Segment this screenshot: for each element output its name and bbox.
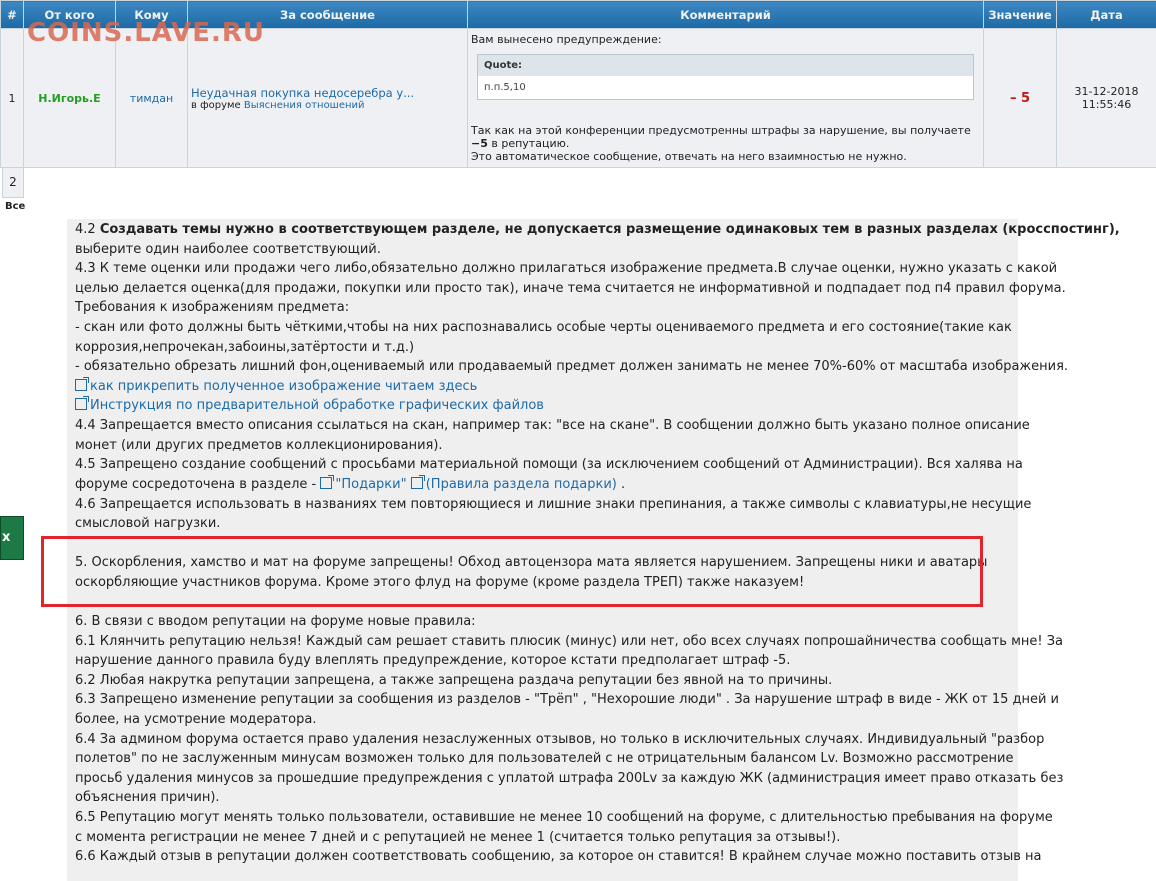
rule-line: 6.4 За админом форума остается право удаления незаслуженных отзывов, но только в исключительных случаях. Индивидуальный "разбор	[75, 732, 1045, 747]
rule-line: просьб удаления минусов за прошедшие предупреждения с уплатой штрафа 200Lv за каждую ЖК (администрация имеет право отказать без	[75, 771, 1064, 786]
external-link-icon	[75, 379, 87, 391]
rule-line: 4.2 Создавать темы нужно в соответствующем разделе, не допускается размещение одинаковых тем в разных разделах (кросспостинг),	[75, 222, 1120, 237]
excel-icon[interactable]: x	[0, 516, 24, 560]
comment-intro: Вам вынесено предупреждение:	[471, 33, 662, 46]
rule-4-2-bold: Создавать темы нужно в соответствующем разделе, не допускается размещение одинаковых тем в разных разделах (кросспостинг),	[99, 222, 1120, 237]
penalty-line-3: Это автоматическое сообщение, отвечать на него взаимностью не нужно.	[471, 150, 907, 163]
image-processing-link[interactable]: Инструкция по предварительной обработке графических файлов	[75, 396, 544, 416]
rule-line: 6.3 Запрещено изменение репутации за сообщения из разделов - "Трёп" , "Нехорошие люди" . За нарушение штраф в виде - ЖК от 15 дней и	[75, 692, 1060, 707]
to-user-link[interactable]: тимдан	[116, 29, 188, 168]
forum-prefix: в форуме	[191, 99, 241, 111]
column-header-comment[interactable]: Комментарий	[468, 1, 984, 29]
external-link-icon	[320, 477, 332, 489]
rule-line: 6.1 Клянчить репутацию нельзя! Каждый сам решает ставить плюсик (минус) или нет, обо всех случаях попрошайничества сообщать мне! За	[75, 634, 1064, 649]
rule-line: с момента регистрации не менее 7 дней и с репутацией не менее 1 (считается только репутация за отзывы!).	[75, 830, 841, 845]
rule-line: объяснения причин).	[75, 790, 220, 805]
column-header-to[interactable]: Кому	[116, 1, 188, 29]
rule-line: Требования к изображениям предмета:	[75, 300, 350, 315]
column-header-number[interactable]: #	[1, 1, 24, 29]
message-cell	[188, 29, 468, 168]
penalty-value: −5	[471, 137, 488, 150]
rule-line: - обязательно обрезать лишний фон,оцениваемый или продаваемый предмет должен занимать не менее 70%-60% от масштаба изображения.	[75, 359, 1069, 374]
rule-line: 6.6 Каждый отзыв в репутации должен соответствовать сообщению, за которое он ставится! В крайнем случае можно поставить отзыв на	[75, 849, 1042, 864]
red-highlight-box	[41, 536, 983, 607]
external-link-icon	[75, 398, 87, 410]
rule-line: целью делается оценка(для продажи, покупки или просто так), иначе тема считается не информативной и подпадает под п4 правил форума.	[75, 281, 1066, 296]
external-link-icon	[411, 477, 423, 489]
rule-line: полетов" по не заслуженным минусам возможен только для пользователей с не отрицательным балансом Lv. Возможно рассмотрение	[75, 751, 1014, 766]
column-header-value[interactable]: Значение	[984, 1, 1057, 29]
penalty-line-2: в репутацию.	[491, 137, 570, 150]
rule-line: 6.5 Репутацию могут менять только пользователи, оставившие не менее 10 сообщений на форуме, с длительностью пребывания на форуме	[75, 810, 1053, 825]
rule-line: 4.4 Запрещается вместо описания ссылаться на скан, например так: "все на скане". В сообщении должно быть указано полное описание	[75, 418, 1030, 433]
rule-line: нарушение данного правила буду влеплять предупреждение, которое кстати предполагает штраф -5.	[75, 653, 791, 668]
rule-line: 5. Оскорбления, хамство и мат на форуме запрещены! Обход автоцензора мата является нарушением. Запрещены ники и аватары	[75, 555, 988, 570]
rule-line: 6. В связи с вводом репутации на форуме новые правила:	[75, 614, 476, 629]
rule-line: 4.3 К теме оценки или продажи чего либо,обязательно должно прилагаться изображение предмета.В случае оценки, нужно указать с какой	[75, 261, 1058, 276]
row-number: 1	[1, 29, 24, 168]
column-header-message[interactable]: За сообщение	[188, 1, 468, 29]
time-text: 11:55:46	[1081, 98, 1132, 111]
quote-box	[477, 54, 974, 100]
date-text: 31-12-2018	[1074, 85, 1139, 98]
from-user-link[interactable]: Н.Игорь.Е	[24, 29, 116, 168]
all-link[interactable]: Все	[5, 201, 26, 212]
quote-text: п.п.5,10	[484, 82, 526, 93]
reputation-value: – 5	[984, 29, 1057, 168]
rule-line: 4.5 Запрещено создание сообщений с просьбами материальной помощи (за исключением сообщений от Администрации). Вся халява на	[75, 457, 1023, 472]
message-link[interactable]: Неудачная покупка недосеребра у...	[191, 85, 415, 100]
gifts-rules-link[interactable]: (Правила раздела подарки)	[425, 477, 617, 492]
rule-line: выберите один наиболее соответствующий.	[75, 242, 381, 257]
comment-cell	[468, 29, 984, 168]
attach-image-link[interactable]: как прикрепить полученное изображение читаем здесь	[75, 377, 477, 397]
rule-line: - скан или фото должны быть чёткими,чтобы на них распознавались особые черты оцениваемого предмета и его состояние(такие как	[75, 320, 1012, 335]
column-header-from[interactable]: От кого	[24, 1, 116, 29]
column-header-date[interactable]: Дата	[1057, 1, 1156, 29]
row-number-2: 2	[2, 167, 24, 198]
date-cell	[1057, 29, 1156, 168]
quote-label: Quote:	[478, 55, 973, 76]
rule-line: 4.6 Запрещается использовать в названиях тем повторяющиеся и лишние знаки препинания, а также символы с клавиатуры,не несущие	[75, 497, 1032, 512]
rule-line: коррозия,непрочекан,забоины,затёртости и т.д.)	[75, 340, 415, 355]
rule-line: оскорбляющие участников форума. Кроме этого флуд на форуме (кроме раздела ТРЕП) также наказуем!	[75, 575, 805, 590]
table-row	[1, 29, 1156, 168]
watermark-logo: COINS.LAVE.RU	[27, 18, 266, 48]
penalty-line-1: Так как на этой конференции предусмотренны штрафы за нарушение, вы получаете	[471, 124, 971, 137]
forum-link[interactable]: Выяснения отношений	[243, 99, 365, 111]
rule-line: форуме сосредоточена в разделе - "Подарки" (Правила раздела подарки) .	[75, 477, 626, 492]
rule-line: монет (или других предметов коллекционирования).	[75, 438, 443, 453]
rule-line: более, на усмотрение модератора.	[75, 712, 317, 727]
gifts-link[interactable]: "Подарки"	[335, 477, 407, 492]
rule-line: 6.2 Любая накрутка репутации запрещена, а также запрещена раздача репутации без явной на то причины.	[75, 673, 833, 688]
rule-line: смысловой нагрузки.	[75, 516, 221, 531]
